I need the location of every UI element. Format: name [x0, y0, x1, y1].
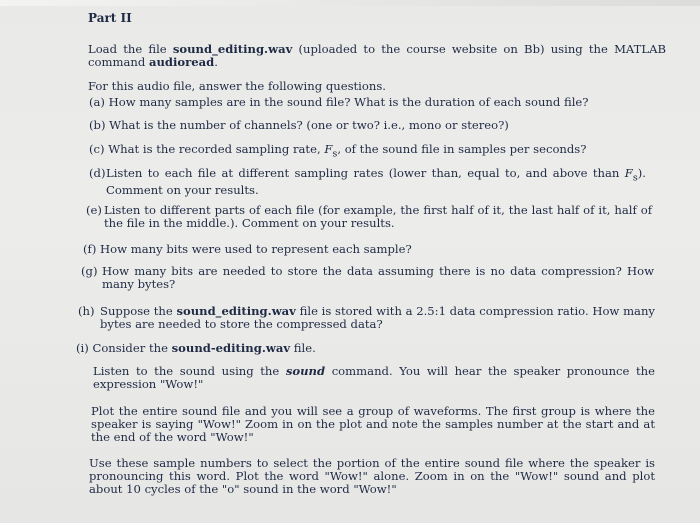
question-label: (b) — [89, 118, 106, 132]
intro-text-before: Load the file — [88, 42, 173, 56]
question-c — [89, 143, 586, 160]
sampling-rate-subscript: s — [632, 172, 638, 184]
question-e: Listen to different parts of each file (for example, the first half of it, the last half of it, half of the file in the middle.). Comment on your results. — [104, 203, 652, 230]
sampling-rate-subscript: s — [332, 148, 338, 160]
paragraph-text-after: command. You will hear the speaker pronounce the expression "Wow!" — [93, 364, 655, 391]
question-filename: sound_editing.wav — [176, 304, 296, 318]
question-g-label: (g) — [81, 264, 98, 278]
question-text: What is the number of channels? (one or two? i.e., mono or stereo?) — [109, 118, 509, 132]
question-text: How many samples are in the sound file? What is the duration of each sound file? — [108, 95, 589, 109]
question-text-after: file is stored with a 2.5:1 data compression ratio. How many bytes are needed to store the compressed data? — [100, 304, 655, 331]
intro-filename: sound_editing.wav — [172, 42, 293, 56]
question-label: (i) — [76, 341, 89, 355]
intro-command: audioread — [148, 55, 215, 69]
part-title: Part II — [88, 11, 132, 25]
paragraph-text-before: Listen to the sound using the — [93, 364, 286, 378]
question-label: (f) — [83, 242, 97, 256]
question-text-after: file. — [290, 341, 316, 355]
intro-paragraph — [88, 43, 666, 69]
question-e-label: (e) — [86, 203, 102, 217]
question-a — [89, 96, 589, 109]
question-lead: For this audio file, answer the following questions. — [88, 79, 386, 93]
paragraph-plot: Plot the entire sound file and you will see a group of waveforms. The first group is where the speaker is saying "Wow!" Zoom in on the plot and note the samples number at the start and at the end of the word "Wow!" — [91, 404, 655, 444]
question-label: (c) — [89, 142, 105, 156]
question-f — [83, 243, 412, 256]
page-top-edge — [0, 0, 700, 6]
question-label: (a) — [89, 95, 105, 109]
question-text-after: , of the sound file in samples per seconds? — [337, 142, 587, 156]
question-text: How many bits were used to represent each sample? — [100, 242, 412, 256]
sampling-rate-symbol: F — [624, 166, 633, 180]
sampling-rate-symbol: F — [324, 142, 333, 156]
question-text-before: Listen to each file at different sampling rates (lower than, equal to, and above than — [106, 166, 625, 180]
question-h — [100, 305, 655, 331]
paragraph-select: Use these sample numbers to select the portion of the entire sound file where the speaker is pronouncing this word. Plot the word "Wow!" alone. Zoom in on the "Wow!" sound and plot about 10 cycles of the "o" sound in the word "Wow!" — [89, 456, 655, 496]
intro-text-middle: (uploaded to the course website on Bb) using the MATLAB command — [88, 42, 666, 69]
question-b — [89, 119, 509, 132]
question-d — [106, 167, 646, 197]
question-d-label: (d) — [89, 166, 106, 180]
question-i — [76, 342, 316, 355]
question-text-after: ). Comment on your results. — [106, 166, 646, 198]
paragraph-listen — [93, 365, 655, 391]
question-text-before: What is the recorded sampling rate, — [108, 142, 325, 156]
question-h-label: (h) — [78, 304, 95, 318]
question-text-before: Suppose the — [100, 304, 177, 318]
question-text-before: Consider the — [92, 341, 172, 355]
question-filename: sound-editing.wav — [171, 341, 291, 355]
intro-text-end: . — [214, 55, 218, 69]
sound-command: sound — [285, 364, 326, 378]
question-g: How many bits are needed to store the data assuming there is no data compression? How many bytes? — [102, 264, 654, 291]
